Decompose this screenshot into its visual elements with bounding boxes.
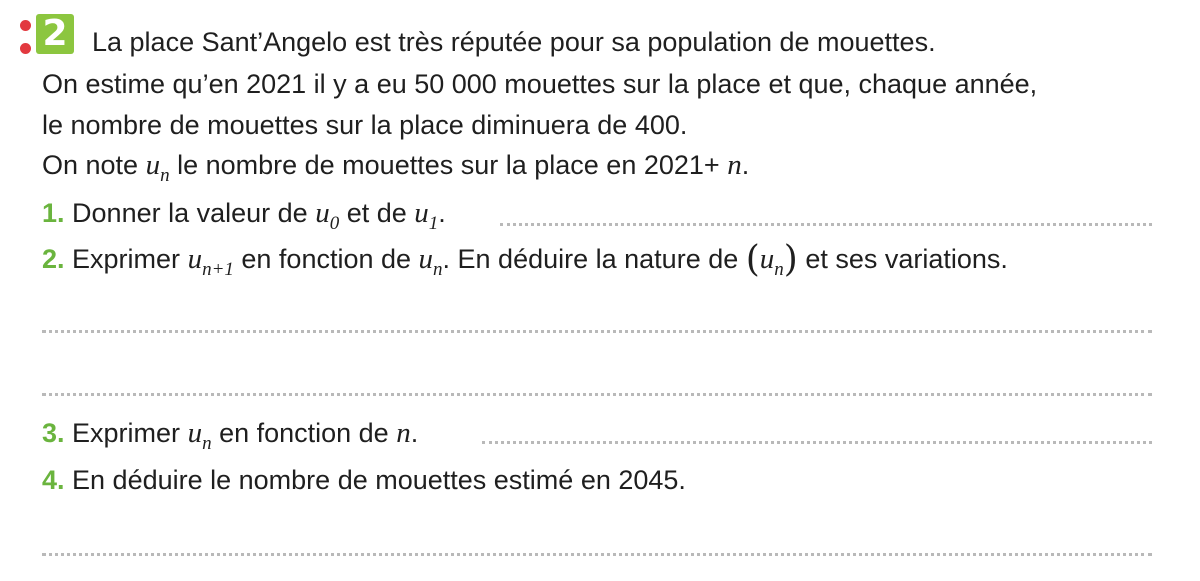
exercise-badge xyxy=(20,14,74,56)
difficulty-dot xyxy=(20,43,31,54)
question-3: 3. Exprimer $u_n$ en fonction de n. xyxy=(42,417,419,454)
term-un: $u_n$ xyxy=(187,417,212,454)
term-un: $u_n$ xyxy=(418,243,443,280)
term-u0: $u_0$ xyxy=(315,197,340,234)
answer-line-3[interactable] xyxy=(482,441,1152,444)
question-4: 4. En déduire le nombre de mouettes estimé en 2045. xyxy=(42,465,686,495)
question-2-number: 2. xyxy=(42,244,65,274)
notation-text-before: On note xyxy=(42,150,146,180)
variable-n: n xyxy=(396,417,411,449)
sequence-term: $u_n$ xyxy=(145,149,170,186)
intro-line-3: le nombre de mouettes sur la place diminuera de 400. xyxy=(42,110,688,140)
term-u1: $u_1$ xyxy=(414,197,439,234)
question-1-number: 1. xyxy=(42,198,65,228)
intro-line-2: On estime qu’en 2021 il y a eu 50 000 mouettes sur la place et que, chaque année, xyxy=(42,69,1038,99)
notation-text-after: le nombre de mouettes sur la place en 2021 xyxy=(169,150,704,180)
term-un-plus-1: $u_{n+1}$ xyxy=(187,243,234,280)
question-3-number: 3. xyxy=(42,418,65,448)
question-1: 1. Donner la valeur de $u_0$ et de $u_1$. xyxy=(42,197,446,234)
sequence-un: $(u_n)$ xyxy=(745,239,798,280)
variable-n: n xyxy=(727,149,742,181)
exercise-number: 2 xyxy=(42,13,68,54)
answer-line-2b[interactable] xyxy=(42,393,1152,396)
answer-line-1[interactable] xyxy=(500,223,1152,226)
answer-line-4[interactable] xyxy=(42,553,1152,556)
answer-line-2a[interactable] xyxy=(42,330,1152,333)
intro-line-1: La place Sant’Angelo est très réputée pour sa population de mouettes. xyxy=(92,27,936,57)
difficulty-dot xyxy=(20,20,31,31)
question-2: 2. Exprimer $u_{n+1}$ en fonction de $u_n$. En déduire la nature de $(u_n)$ et ses variations. xyxy=(42,239,1008,280)
question-4-number: 4. xyxy=(42,465,65,495)
plus-sign: + xyxy=(703,150,728,180)
notation-line: On note $u_n$ le nombre de mouettes sur la place en 2021+ n. xyxy=(42,149,750,186)
exercise-number-box xyxy=(36,14,74,54)
difficulty-dots-icon xyxy=(20,20,31,54)
